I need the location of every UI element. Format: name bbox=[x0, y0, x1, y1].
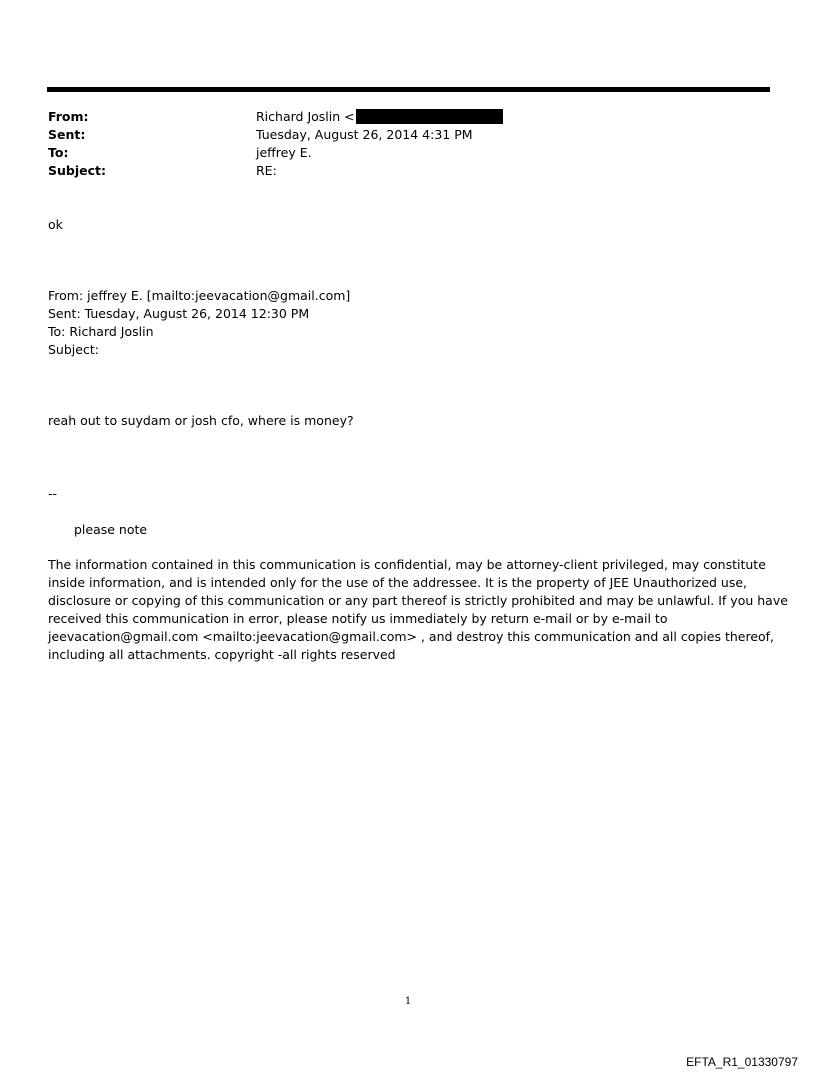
from-sender: Richard Joslin < bbox=[256, 109, 355, 124]
subject-value: RE: bbox=[256, 163, 277, 178]
subject-row bbox=[48, 162, 768, 180]
document-id: EFTA_R1_01330797 bbox=[686, 1055, 798, 1069]
header-divider bbox=[47, 87, 770, 92]
disclaimer-line: inside information, and is intended only for the use of the addressee. It is the property of JEE Unauthorized use, bbox=[48, 575, 748, 590]
redaction-box bbox=[356, 109, 503, 124]
sent-row bbox=[48, 126, 768, 144]
email-header bbox=[48, 108, 768, 180]
quoted-body: reah out to suydam or josh cfo, where is money? bbox=[48, 413, 354, 428]
quoted-to: To: Richard Joslin bbox=[48, 324, 154, 339]
reply-body: ok bbox=[48, 217, 63, 232]
to-value: jeffrey E. bbox=[256, 145, 312, 160]
signature-separator: -- bbox=[48, 486, 58, 501]
sent-value: Tuesday, August 26, 2014 4:31 PM bbox=[256, 127, 473, 142]
to-row bbox=[48, 144, 768, 162]
disclaimer-line: received this communication in error, please notify us immediately by return e-mail or by e-mail to bbox=[48, 611, 668, 626]
quoted-subject: Subject: bbox=[48, 342, 99, 357]
from-row bbox=[48, 108, 768, 126]
to-label: To: bbox=[48, 145, 69, 160]
signature-note: please note bbox=[74, 522, 148, 537]
disclaimer-line: The information contained in this communication is confidential, may be attorney-client privileged, may constitute bbox=[48, 557, 766, 572]
from-label: From: bbox=[48, 109, 89, 124]
sent-label: Sent: bbox=[48, 127, 86, 142]
quoted-header bbox=[48, 287, 350, 359]
quoted-from: From: jeffrey E. [mailto:jeevacation@gmail.com] bbox=[48, 288, 351, 303]
quoted-sent: Sent: Tuesday, August 26, 2014 12:30 PM bbox=[48, 306, 310, 321]
from-value bbox=[256, 108, 503, 126]
disclaimer-line: disclosure or copying of this communication or any part thereof is strictly prohibited and may be unlawful. If you have bbox=[48, 593, 788, 608]
disclaimer-line: jeevacation@gmail.com <mailto:jeevacation@gmail.com> , and destroy this communication and all copies thereof, bbox=[48, 629, 775, 644]
disclaimer-line: including all attachments. copyright -all rights reserved bbox=[48, 647, 396, 662]
confidentiality-disclaimer bbox=[48, 556, 788, 664]
subject-label: Subject: bbox=[48, 163, 106, 178]
page-number: 1 bbox=[404, 996, 412, 1007]
